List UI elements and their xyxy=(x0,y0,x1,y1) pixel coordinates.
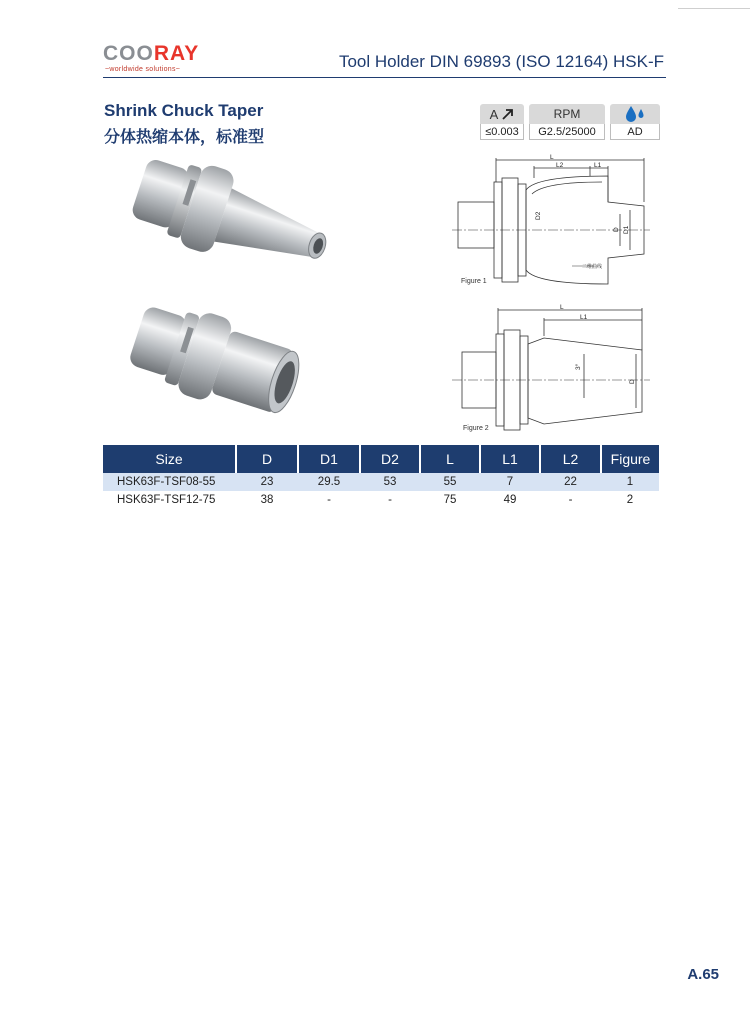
cell-d2: - xyxy=(388,494,392,506)
spec-table xyxy=(103,445,659,509)
header-l: L xyxy=(420,445,480,473)
header-rule xyxy=(103,77,666,78)
drawing-figure-2 xyxy=(452,302,652,432)
fig1-label-D: D xyxy=(613,227,620,232)
header-figure: Figure xyxy=(601,445,659,473)
cell-d2: 53 xyxy=(360,473,420,491)
document-title: Tool Holder DIN 69893 (ISO 12164) HSK-F xyxy=(338,52,664,71)
fig2-label-D: D xyxy=(629,379,636,384)
cell-figure: 2 xyxy=(626,494,634,506)
table-row xyxy=(103,491,659,509)
fig2-label-angle: 3° xyxy=(575,363,582,370)
top-rule xyxy=(678,8,750,9)
product-photo-1 xyxy=(125,152,330,292)
spec-runout-label: A xyxy=(489,106,499,122)
fig1-label-D2: D2 xyxy=(535,211,542,220)
spec-coolant xyxy=(610,104,660,142)
spec-rpm xyxy=(529,104,605,142)
cell-size: HSK63F-TSF12-75 xyxy=(117,494,216,506)
cell-l1: 49 xyxy=(503,494,517,506)
header-d2: D2 xyxy=(360,445,420,473)
logo-tagline: ~worldwide solutions~ xyxy=(105,66,181,73)
coolant-drops-icon xyxy=(624,105,646,123)
product-subtitle: 分体热缩本体，标准型 xyxy=(104,129,265,146)
fig2-label-L1: L1 xyxy=(580,314,588,321)
fig1-label-L: L xyxy=(550,154,554,161)
product-photo-2 xyxy=(125,297,305,437)
fig2-label-L: L xyxy=(560,304,564,311)
cell-d: 38 xyxy=(260,494,274,506)
fig1-label-L1: L1 xyxy=(594,162,602,169)
table-row xyxy=(103,473,659,491)
header-l1: L1 xyxy=(480,445,540,473)
runout-arrow-icon xyxy=(502,108,514,120)
cell-l: 55 xyxy=(420,473,480,491)
header-size: Size xyxy=(103,445,236,473)
page-number: A.65 xyxy=(687,966,719,983)
fig1-label-D1: D1 xyxy=(623,225,630,234)
header-l2: L2 xyxy=(540,445,601,473)
cell-l: 75 xyxy=(443,494,457,506)
cell-l2: 22 xyxy=(540,473,601,491)
spec-rpm-label: RPM xyxy=(529,104,605,124)
fig1-label-L2: L2 xyxy=(556,162,564,169)
logo-text-left: COO xyxy=(103,42,154,65)
cell-d1: 29.5 xyxy=(298,473,360,491)
cooray-logo xyxy=(103,43,223,79)
table-header-row xyxy=(103,445,659,473)
fig1-label-note: 二维曲线 xyxy=(582,264,603,270)
header-d: D xyxy=(236,445,298,473)
cell-l1: 7 xyxy=(480,473,540,491)
figure-1-caption: Figure 1 xyxy=(461,278,487,285)
logo-text-right: RAY xyxy=(153,42,200,65)
cell-d: 23 xyxy=(236,473,298,491)
figure-2-caption: Figure 2 xyxy=(463,425,489,432)
cell-d1: - xyxy=(327,494,331,506)
product-title: Shrink Chuck Taper xyxy=(104,101,264,120)
spec-coolant-value: AD xyxy=(610,124,660,140)
cell-size: HSK63F-TSF08-55 xyxy=(103,473,236,491)
cell-l2: - xyxy=(568,494,573,506)
spec-runout-value: ≤0.003 xyxy=(480,124,524,140)
cell-figure: 1 xyxy=(601,473,659,491)
spec-runout xyxy=(480,104,524,142)
spec-rpm-value: G2.5/25000 xyxy=(529,124,605,140)
header-d1: D1 xyxy=(298,445,360,473)
drawing-figure-1 xyxy=(452,154,652,288)
